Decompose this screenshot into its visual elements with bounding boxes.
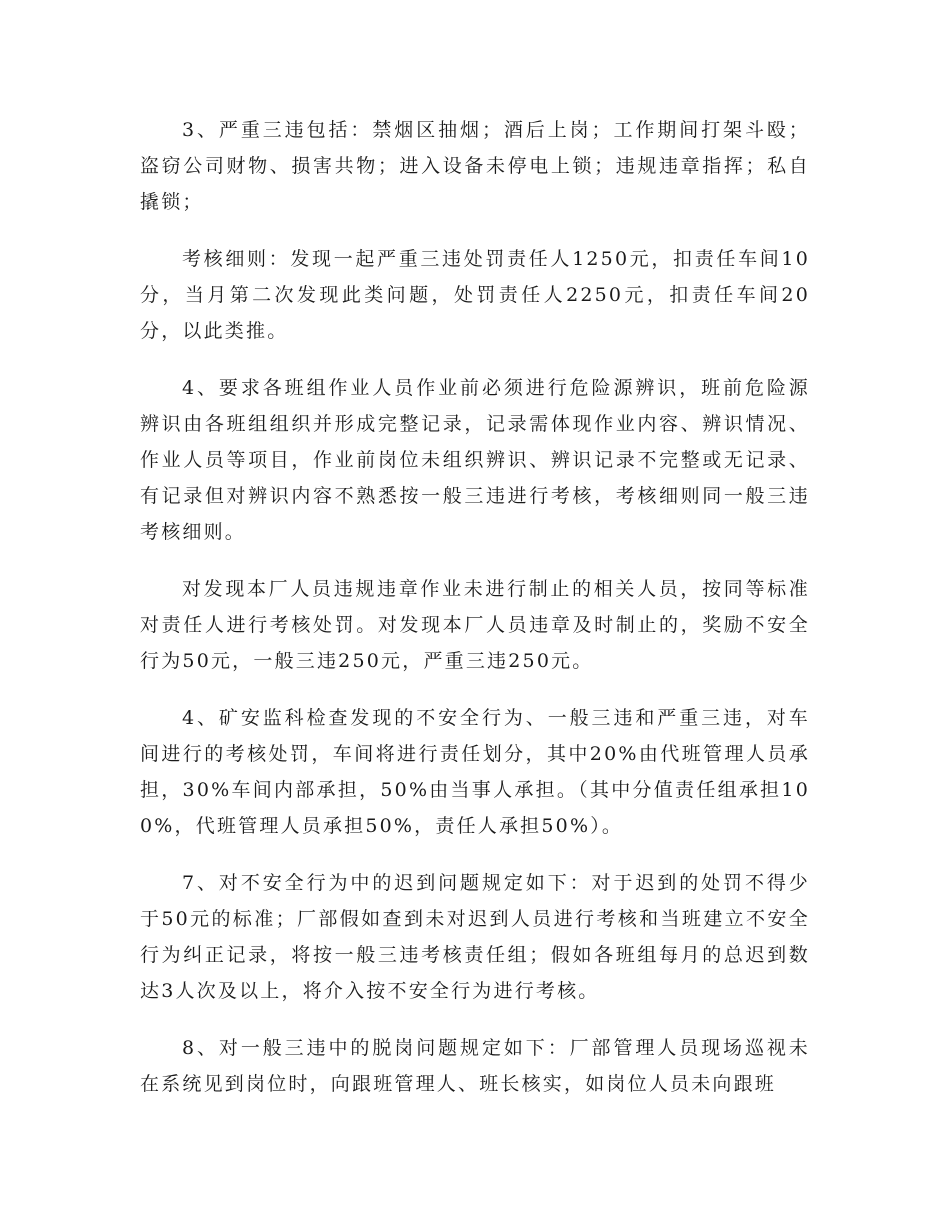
paragraph-absence-rules: 8、对一般三违中的脱岗问题规定如下：厂部管理人员现场巡视未在系统见到岗位时，向跟班管理人、班长核实，如岗位人员未向跟班 — [140, 1037, 810, 1095]
paragraph-serious-violations: 3、严重三违包括：禁烟区抽烟；酒后上岗；工作期间打架斗殴；盗窃公司财物、损害共物；进入设备未停电上锁；违规违章指挥；私自撬锁； — [140, 119, 810, 213]
paragraph-hazard-identification: 4、要求各班组作业人员作业前必须进行危险源辨识，班前危险源辨识由各班组组织并形成完整记录，记录需体现作业内容、辨识情况、作业人员等项目，作业前岗位未组织辨识、辨识记录不完整或无记录、有记录但对辨识内容不熟悉按一般三违进行考核，考核细则同一般三违考核细则。 — [140, 377, 810, 543]
paragraph-stop-violation-reward: 对发现本厂人员违规违章作业未进行制止的相关人员，按同等标准对责任人进行考核处罚。对发现本厂人员违章及时制止的，奖励不安全行为50元，一般三违250元，严重三违250元。 — [140, 578, 810, 672]
document-body — [140, 112, 810, 1123]
paragraph-responsibility-split: 4、矿安监科检查发现的不安全行为、一般三违和严重三违，对车间进行的考核处罚，车间将进行责任划分，其中20%由代班管理人员承担，30%车间内部承担，50%由当事人承担。（其中分值责任组承担100%，代班管理人员承担50%，责任人承担50%）。 — [140, 707, 810, 837]
paragraph-lateness-rules: 7、对不安全行为中的迟到问题规定如下：对于迟到的处罚不得少于50元的标准；厂部假如查到未对迟到人员进行考核和当班建立不安全行为纠正记录，将按一般三违考核责任组；假如各班组每月的总迟到数达3人次及以上，将介入按不安全行为进行考核。 — [140, 872, 810, 1002]
paragraph-assessment-rules: 考核细则：发现一起严重三违处罚责任人1250元，扣责任车间10分，当月第二次发现此类问题，处罚责任人2250元，扣责任车间20分，以此类推。 — [140, 248, 810, 342]
